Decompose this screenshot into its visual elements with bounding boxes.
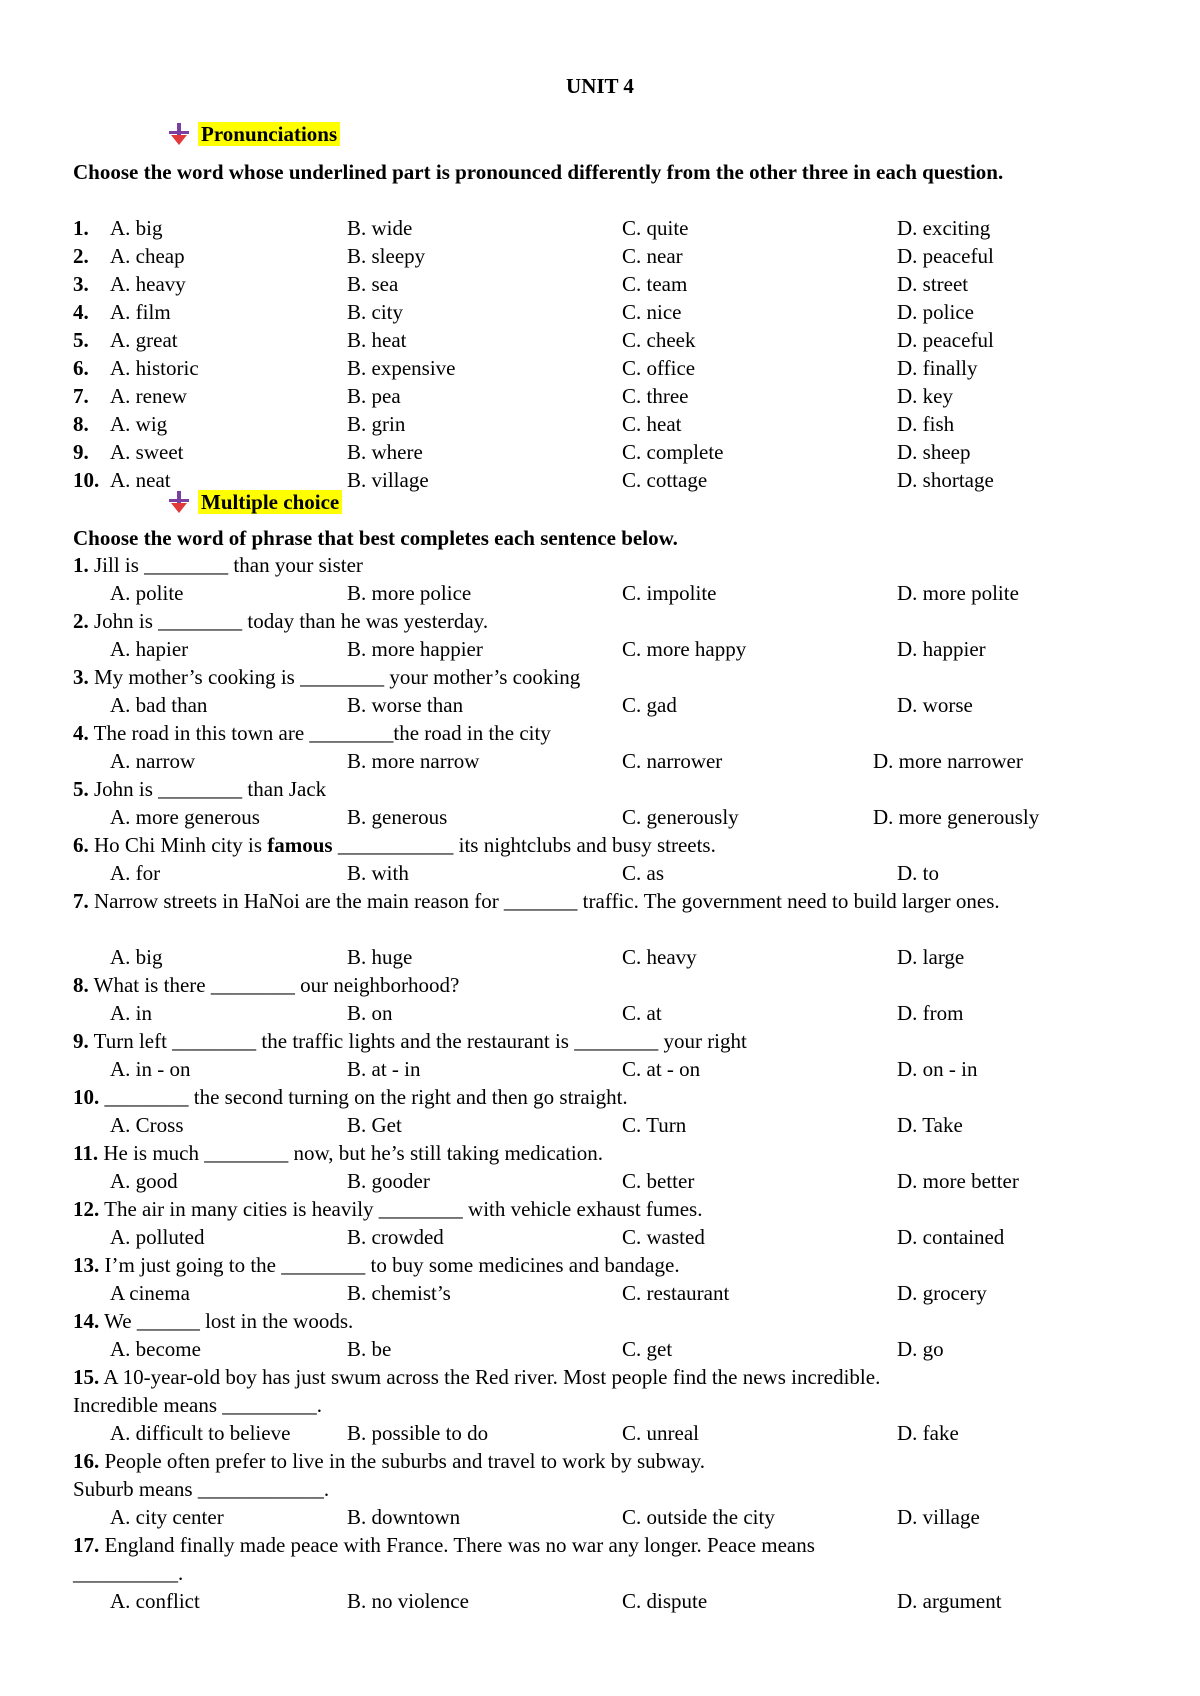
question-13 xyxy=(73,1251,1133,1279)
item-number: 5. xyxy=(73,328,89,352)
option-d: D. more polite xyxy=(897,581,1019,605)
option-d: D. exciting xyxy=(897,216,991,240)
option-b: B. Get xyxy=(347,1113,402,1137)
option-b: B. wide xyxy=(347,216,413,240)
question-17-line2: __________. xyxy=(73,1561,184,1585)
pronunciation-heading xyxy=(168,120,340,148)
question-text-pre: Ho Chi Minh city is xyxy=(88,833,268,857)
option-c: C. narrower xyxy=(622,749,723,773)
question-text: The air in many cities is heavily ________ with vehicle exhaust fumes. xyxy=(99,1197,703,1221)
option-d: D. key xyxy=(897,384,953,408)
answer-row xyxy=(73,579,1153,607)
option-a: A. city center xyxy=(110,1505,224,1529)
option-b: B. sleepy xyxy=(347,244,426,268)
question-text: We ______ lost in the woods. xyxy=(99,1309,354,1333)
question-text: Jill is ________ than your sister xyxy=(88,553,363,577)
option-d: D. fake xyxy=(897,1421,959,1445)
pronunciation-item xyxy=(73,270,1153,298)
answer-row xyxy=(73,859,1153,887)
option-b: B. more narrow xyxy=(347,749,480,773)
question-number: 16. xyxy=(73,1449,100,1473)
option-b: B. more happier xyxy=(347,637,483,661)
multiple-choice-heading-text: Multiple choice xyxy=(198,490,342,514)
question-16 xyxy=(73,1447,1133,1475)
answer-row xyxy=(73,1223,1153,1251)
option-c: C. impolite xyxy=(622,581,717,605)
question-text: John is ________ than Jack xyxy=(88,777,327,801)
option-c: C. unreal xyxy=(622,1421,699,1445)
item-number: 1. xyxy=(73,216,89,240)
option-a: A. neat xyxy=(110,468,171,492)
answer-row xyxy=(73,803,1153,831)
question-number: 3. xyxy=(73,665,89,689)
question-12 xyxy=(73,1195,1133,1223)
item-number: 8. xyxy=(73,412,89,436)
question-number: 11. xyxy=(73,1141,99,1165)
option-c: C. heat xyxy=(622,412,682,436)
option-a: A. more generous xyxy=(110,805,260,829)
option-c: C. dispute xyxy=(622,1589,708,1613)
answer-row xyxy=(73,1055,1153,1083)
question-16-line2: Suburb means ____________. xyxy=(73,1477,330,1501)
option-d: D. sheep xyxy=(897,440,971,464)
option-c: C. wasted xyxy=(622,1225,705,1249)
question-number: 5. xyxy=(73,777,89,801)
item-number: 3. xyxy=(73,272,89,296)
answer-row xyxy=(73,1335,1153,1363)
question-number: 7. xyxy=(73,889,89,913)
option-c: C. Turn xyxy=(622,1113,687,1137)
option-c: C. heavy xyxy=(622,945,697,969)
option-b: B. worse than xyxy=(347,693,464,717)
question-number: 4. xyxy=(73,721,89,745)
question-17 xyxy=(73,1531,1133,1559)
option-a: A. cheap xyxy=(110,244,185,268)
answer-row xyxy=(73,1279,1153,1307)
option-c: C. cottage xyxy=(622,468,708,492)
pronunciation-item xyxy=(73,410,1153,438)
option-a: A. historic xyxy=(110,356,199,380)
option-a: A. sweet xyxy=(110,440,184,464)
option-a: A. good xyxy=(110,1169,178,1193)
option-b: B. possible to do xyxy=(347,1421,489,1445)
option-d: D. on - in xyxy=(897,1057,978,1081)
option-d: D. shortage xyxy=(897,468,994,492)
option-a: A. polluted xyxy=(110,1225,205,1249)
question-number: 9. xyxy=(73,1029,89,1053)
option-c: C. generously xyxy=(622,805,739,829)
pronunciation-item xyxy=(73,354,1153,382)
question-text: I’m just going to the ________ to buy some medicines and bandage. xyxy=(99,1253,680,1277)
option-b: B. no violence xyxy=(347,1589,469,1613)
option-a: A cinema xyxy=(110,1281,190,1305)
item-number: 9. xyxy=(73,440,89,464)
answer-row xyxy=(73,1167,1153,1195)
option-b: B. chemist’s xyxy=(347,1281,451,1305)
item-number: 2. xyxy=(73,244,89,268)
option-c: C. complete xyxy=(622,440,724,464)
option-b: B. on xyxy=(347,1001,393,1025)
option-b: B. sea xyxy=(347,272,399,296)
question-number: 12. xyxy=(73,1197,100,1221)
question-9 xyxy=(73,1027,1133,1055)
option-a: A. film xyxy=(110,300,171,324)
option-d: D. police xyxy=(897,300,974,324)
answer-row xyxy=(73,999,1153,1027)
option-c: C. at xyxy=(622,1001,662,1025)
option-d: D. more better xyxy=(897,1169,1019,1193)
question-11 xyxy=(73,1139,1133,1167)
option-b: B. pea xyxy=(347,384,401,408)
option-a: A. wig xyxy=(110,412,168,436)
option-a: A. Cross xyxy=(110,1113,184,1137)
option-c: C. better xyxy=(622,1169,695,1193)
option-d: D. more generously xyxy=(873,805,1040,829)
pronunciation-item xyxy=(73,326,1153,354)
question-keyword: famous xyxy=(267,833,333,857)
pronunciation-item xyxy=(73,242,1153,270)
pronunciation-item xyxy=(73,438,1153,466)
question-8 xyxy=(73,971,1133,999)
option-a: A. bad than xyxy=(110,693,208,717)
option-b: B. city xyxy=(347,300,403,324)
option-c: C. more happy xyxy=(622,637,747,661)
item-number: 7. xyxy=(73,384,89,408)
option-b: B. grin xyxy=(347,412,406,436)
option-b: B. generous xyxy=(347,805,448,829)
option-b: B. heat xyxy=(347,328,407,352)
option-a: A. for xyxy=(110,861,161,885)
option-b: B. downtown xyxy=(347,1505,461,1529)
option-a: A. in xyxy=(110,1001,152,1025)
option-d: D. to xyxy=(897,861,939,885)
question-number: 10. xyxy=(73,1085,100,1109)
question-14 xyxy=(73,1307,1133,1335)
question-text: What is there ________ our neighborhood? xyxy=(88,973,460,997)
down-arrow-icon xyxy=(168,490,190,514)
question-text: People often prefer to live in the suburbs and travel to work by subway. xyxy=(99,1449,705,1473)
question-number: 17. xyxy=(73,1533,100,1557)
question-text: My mother’s cooking is ________ your mother’s cooking xyxy=(88,665,581,689)
question-text: ________ the second turning on the right and then go straight. xyxy=(99,1085,628,1109)
question-number: 1. xyxy=(73,553,89,577)
option-a: A. hapier xyxy=(110,637,189,661)
question-text: John is ________ today than he was yesterday. xyxy=(88,609,489,633)
multiple-choice-heading xyxy=(168,488,342,516)
answer-row xyxy=(73,747,1153,775)
question-number: 14. xyxy=(73,1309,100,1333)
option-b: B. expensive xyxy=(347,356,456,380)
option-d: D. Take xyxy=(897,1113,963,1137)
question-number: 6. xyxy=(73,833,89,857)
pronunciation-item xyxy=(73,382,1153,410)
question-text: He is much ________ now, but he’s still taking medication. xyxy=(98,1141,604,1165)
question-1 xyxy=(73,551,1133,579)
pronunciation-heading-text: Pronunciations xyxy=(198,122,340,146)
option-a: A. heavy xyxy=(110,272,186,296)
option-a: A. narrow xyxy=(110,749,196,773)
option-b: B. where xyxy=(347,440,423,464)
option-a: A. great xyxy=(110,328,178,352)
page-title: UNIT 4 xyxy=(566,74,634,98)
answer-row xyxy=(73,1111,1153,1139)
question-4 xyxy=(73,719,1133,747)
option-d: D. argument xyxy=(897,1589,1002,1613)
option-c: C. quite xyxy=(622,216,689,240)
question-text-post: ___________ its nightclubs and busy streets. xyxy=(332,833,716,857)
option-c: C. as xyxy=(622,861,664,885)
question-15 xyxy=(73,1363,1133,1391)
option-c: C. restaurant xyxy=(622,1281,730,1305)
option-d: D. street xyxy=(897,272,969,296)
option-d: D. contained xyxy=(897,1225,1005,1249)
option-b: B. be xyxy=(347,1337,392,1361)
question-number: 8. xyxy=(73,973,89,997)
option-d: D. fish xyxy=(897,412,955,436)
option-c: C. team xyxy=(622,272,688,296)
answer-row xyxy=(73,943,1153,971)
question-text: Narrow streets in HaNoi are the main reason for _______ traffic. The government need to build larger ones. xyxy=(88,889,1000,913)
option-a: A. polite xyxy=(110,581,184,605)
option-a: A. conflict xyxy=(110,1589,200,1613)
option-c: C. outside the city xyxy=(622,1505,775,1529)
option-c: C. gad xyxy=(622,693,677,717)
option-a: A. big xyxy=(110,216,163,240)
option-a: A. in - on xyxy=(110,1057,191,1081)
option-d: D. peaceful xyxy=(897,328,994,352)
option-b: B. with xyxy=(347,861,409,885)
option-c: C. get xyxy=(622,1337,673,1361)
option-a: A. big xyxy=(110,945,163,969)
option-d: D. grocery xyxy=(897,1281,987,1305)
option-a: A. difficult to believe xyxy=(110,1421,291,1445)
multiple-choice-instruction: Choose the word of phrase that best completes each sentence below. xyxy=(73,526,678,550)
down-arrow-icon xyxy=(168,122,190,146)
option-c: C. nice xyxy=(622,300,682,324)
option-b: B. more police xyxy=(347,581,472,605)
option-c: C. office xyxy=(622,356,696,380)
answer-row xyxy=(73,1587,1153,1615)
question-text: Turn left ________ the traffic lights and the restaurant is ________ your right xyxy=(88,1029,747,1053)
option-d: D. peaceful xyxy=(897,244,994,268)
pronunciation-instruction: Choose the word whose underlined part is pronounced differently from the other three in each question. xyxy=(73,160,1004,184)
option-b: B. gooder xyxy=(347,1169,430,1193)
answer-row xyxy=(73,635,1153,663)
option-b: B. crowded xyxy=(347,1225,444,1249)
option-b: B. village xyxy=(347,468,429,492)
question-10 xyxy=(73,1083,1133,1111)
pronunciation-item xyxy=(73,214,1153,242)
option-c: C. three xyxy=(622,384,689,408)
option-d: D. finally xyxy=(897,356,978,380)
option-d: D. from xyxy=(897,1001,964,1025)
option-c: C. near xyxy=(622,244,683,268)
question-7 xyxy=(73,887,1133,915)
answer-row xyxy=(73,691,1153,719)
answer-row xyxy=(73,1503,1153,1531)
option-d: D. go xyxy=(897,1337,944,1361)
question-6 xyxy=(73,831,1133,859)
answer-row xyxy=(73,1419,1153,1447)
question-3 xyxy=(73,663,1133,691)
question-text: England finally made peace with France. There was no war any longer. Peace means xyxy=(99,1533,815,1557)
question-text: The road in this town are ________the road in the city xyxy=(88,721,551,745)
option-d: D. more narrower xyxy=(873,749,1023,773)
question-number: 15. xyxy=(73,1365,100,1389)
question-5 xyxy=(73,775,1133,803)
item-number: 4. xyxy=(73,300,89,324)
pronunciation-item xyxy=(73,298,1153,326)
option-a: A. become xyxy=(110,1337,201,1361)
option-a: A. renew xyxy=(110,384,187,408)
question-number: 2. xyxy=(73,609,89,633)
item-number: 10. xyxy=(73,468,100,492)
option-b: B. at - in xyxy=(347,1057,421,1081)
option-c: C. cheek xyxy=(622,328,696,352)
option-b: B. huge xyxy=(347,945,413,969)
question-number: 13. xyxy=(73,1253,100,1277)
option-d: D. worse xyxy=(897,693,973,717)
option-d: D. large xyxy=(897,945,965,969)
question-text: A 10-year-old boy has just swum across the Red river. Most people find the news incredible. xyxy=(99,1365,881,1389)
question-2 xyxy=(73,607,1133,635)
item-number: 6. xyxy=(73,356,89,380)
question-15-line2: Incredible means _________. xyxy=(73,1393,323,1417)
option-c: C. at - on xyxy=(622,1057,701,1081)
option-d: D. village xyxy=(897,1505,980,1529)
option-d: D. happier xyxy=(897,637,986,661)
